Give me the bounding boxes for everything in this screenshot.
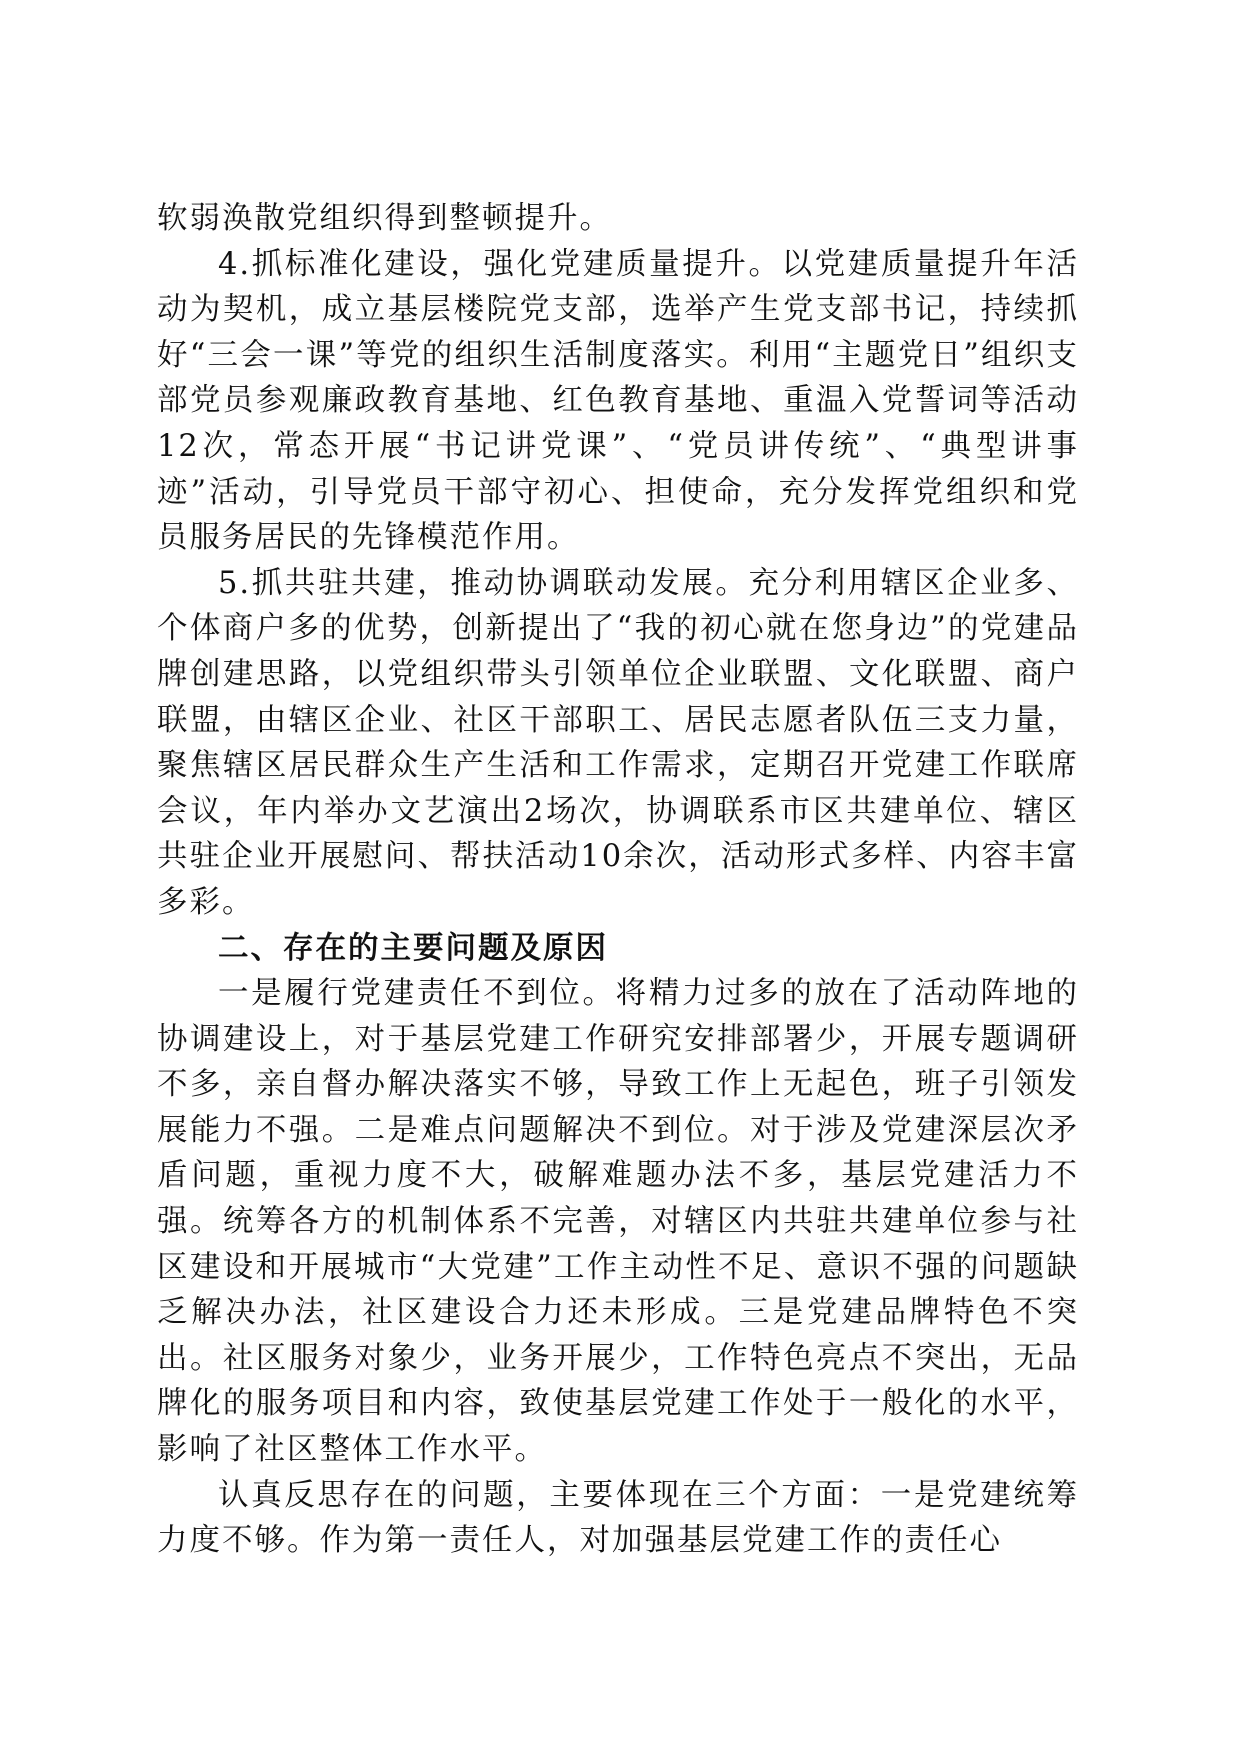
paragraph-co-construction: 5.抓共驻共建，推动协调联动发展。充分利用辖区企业多、个体商户多的优势，创新提出了“我的初心就在您身边”的党建品牌创建思路，以党组织带头引领单位企业联盟、文化联盟、商户联盟，由辖区企业、社区干部职工、居民志愿者队伍三支力量，聚焦辖区居民群众生产生活和工作需求，定期召开党建工作联席会议，年内举办文艺演出2场次，协调联系市区共建单位、辖区共驻企业开展慰问、帮扶活动10余次，活动形式多样、内容丰富多彩。 [157, 565, 1079, 920]
paragraph-reflection: 认真反思存在的问题，主要体现在三个方面：一是党建统筹力度不够。作为第一责任人，对加强基层党建工作的责任心 [157, 1477, 1079, 1559]
document-body [157, 196, 1079, 1564]
continuation-paragraph: 软弱涣散党组织得到整顿提升。 [157, 201, 612, 236]
paragraph-standardization: 4.抓标准化建设，强化党建质量提升。以党建质量提升年活动为契机，成立基层楼院党支部，选举产生党支部书记，持续抓好“三会一课”等党的组织生活制度落实。利用“主题党日”组织支部党员参观廉政教育基地、红色教育基地、重温入党誓词等活动12次，常态开展“书记讲党课”、“党员讲传统”、“典型讲事迹”活动，引导党员干部守初心、担使命，充分发挥党组织和党员服务居民的先锋模范作用。 [157, 246, 1079, 556]
paragraph-problems: 一是履行党建责任不到位。将精力过多的放在了活动阵地的协调建设上，对于基层党建工作研究安排部署少，开展专题调研不多，亲自督办解决落实不够，导致工作上无起色，班子引领发展能力不强。二是难点问题解决不到位。对于涉及党建深层次矛盾问题，重视力度不大，破解难题办法不多，基层党建活力不强。统筹各方的机制体系不完善，对辖区内共驻共建单位参与社区建设和开展城市“大党建”工作主动性不足、意识不强的问题缺乏解决办法，社区建设合力还未形成。三是党建品牌特色不突出。社区服务对象少，业务开展少，工作特色亮点不突出，无品牌化的服务项目和内容，致使基层党建工作处于一般化的水平，影响了社区整体工作水平。 [157, 976, 1079, 1468]
section-heading: 二、存在的主要问题及原因 [218, 930, 608, 966]
